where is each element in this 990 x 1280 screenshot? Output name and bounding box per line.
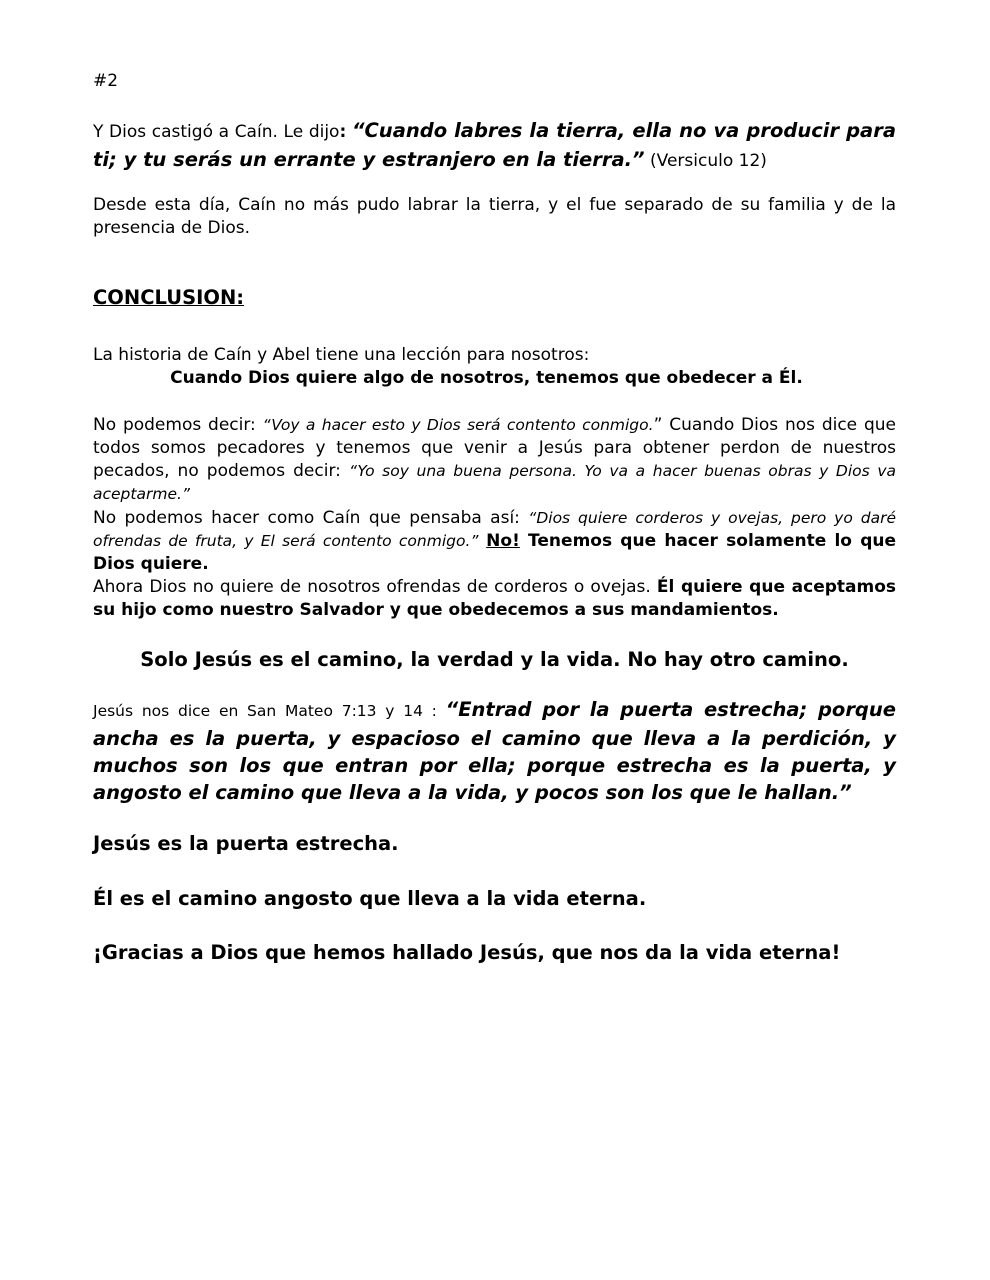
quote: “Dios quiere corderos y ovejas, pero yo daré ofrendas de fruta, y El será contento conmigo.”: [93, 509, 896, 550]
statement-narrow-door: Jesús es la puerta estrecha.: [93, 832, 399, 855]
text: Ahora Dios no quiere de nosotros ofrendas de corderos o ovejas.: [93, 577, 657, 597]
text: ” Cuando Dios nos dice que todos somos pecadores y tenemos que venir a Jesús para obtener perdon de nuestros pecados, no podemos decir:: [93, 415, 896, 481]
paragraph-separation: Desde esta día, Caín no más pudo labrar la tierra, y el fue separado de su familia y de la presencia de Dios.: [93, 195, 896, 238]
paragraph-lesson: Cuando Dios quiere algo de nosotros, tenemos que obedecer a Él.: [170, 368, 803, 388]
colon: :: [339, 122, 347, 142]
paragraph-cain-punishment: [93, 117, 896, 175]
paragraph-like-cain: [93, 507, 896, 576]
paragraph-lesson-intro: La historia de Caín y Abel tiene una lección para nosotros:: [93, 345, 590, 365]
quote: “Yo soy una buena persona. Yo va a hacer buenas obras y Dios va aceptarme.”: [93, 462, 896, 503]
intro-text: Y Dios castigó a Caín. Le dijo: [93, 122, 340, 142]
bold-text: Tenemos que hacer solamente lo que Dios quiere.: [93, 531, 897, 574]
page-number: #2: [93, 71, 119, 91]
verse-quote: “Entrad por la puerta estrecha; porque ancha es la puerta, y espacioso el camino que lleva a la perdición, y muchos son los que entran por ella; porque estrecha es la puerta, y angosto el camino que lleva a la vida, y pocos son los que le hallan.”: [93, 698, 896, 804]
statement-thanks: ¡Gracias a Dios que hemos hallado Jesús, que nos da la vida eterna!: [93, 941, 841, 964]
no-emphasis: No!: [486, 531, 520, 551]
intro-text: Jesús nos dice en San Mateo 7:13 y 14 :: [93, 702, 446, 720]
paragraph-accept-son: [93, 576, 896, 622]
text: No podemos hacer como Caín que pensaba así:: [93, 508, 529, 528]
verse-reference: (Versiculo 12): [650, 151, 767, 171]
text: No podemos decir:: [93, 415, 263, 435]
verse-quote: “Cuando labres la tierra, ella no va producir para ti; y tu serás un errante y estranjero en la tierra.”: [93, 119, 896, 171]
paragraph-mateo-verse: [93, 696, 896, 806]
conclusion-heading: CONCLUSION:: [93, 286, 245, 309]
paragraph-cannot-say: [93, 414, 896, 506]
bold-text: Él quiere que aceptamos su hijo como nuestro Salvador y que obedecemos a sus mandamientos.: [93, 577, 896, 620]
quote: “Voy a hacer esto y Dios será contento conmigo.: [262, 416, 654, 434]
statement-narrow-way: Él es el camino angosto que lleva a la vida eterna.: [93, 887, 647, 910]
paragraph-only-jesus: Solo Jesús es el camino, la verdad y la vida. No hay otro camino.: [140, 648, 849, 671]
